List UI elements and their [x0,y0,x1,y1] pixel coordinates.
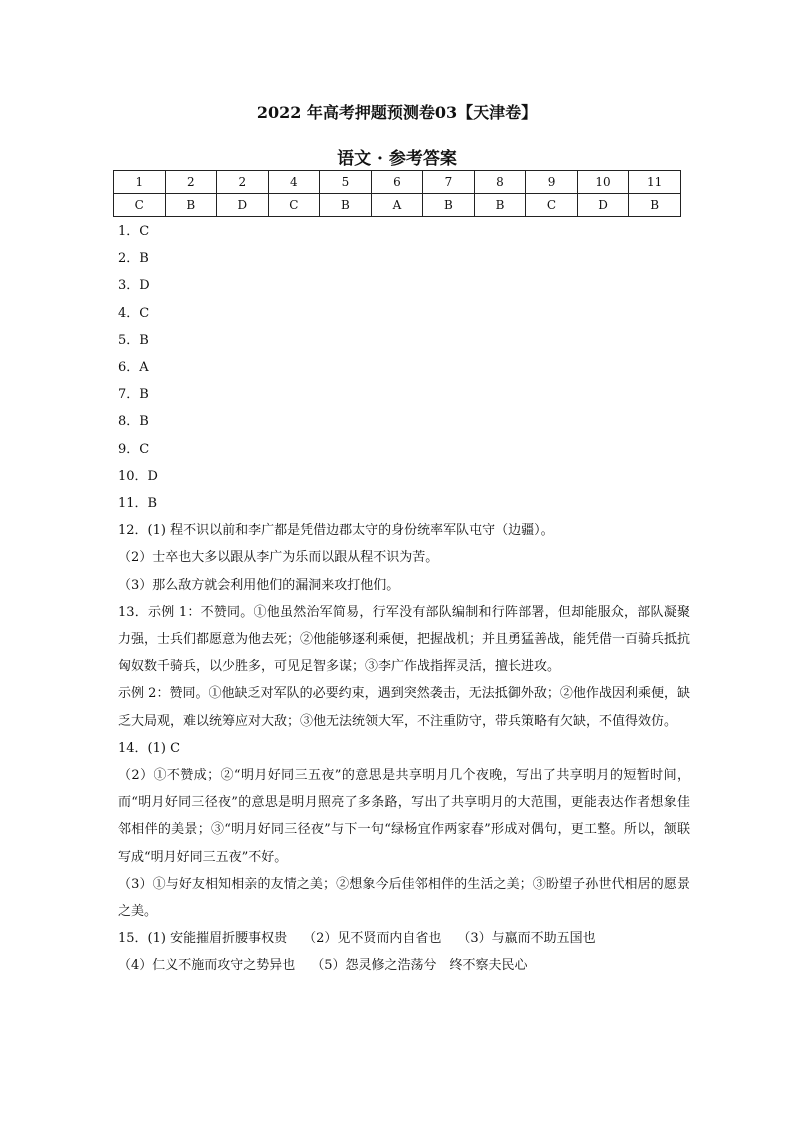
answer-item: （2）士卒也大多以跟从李广为乐而以跟从程不识为苦。 [118,550,439,566]
table-cell-number: 7 [423,171,475,194]
table-cell-answer: D [577,194,629,217]
table-cell-answer: B [423,194,475,217]
answer-fragment: （5）怨灵修之浩荡兮 终不察夫民心 [311,958,528,974]
table-cell-number: 9 [526,171,578,194]
table-cell-number: 10 [577,171,629,194]
answer-item: 5．B [118,332,149,348]
answer-table [113,170,681,217]
answer-content [118,218,690,980]
answer-fragment: （4）仁义不施而攻守之势异也 [118,958,296,974]
table-cell-answer: B [474,194,526,217]
answer-item: 14．(1) C [118,740,181,756]
table-cell-answer: A [371,194,423,217]
answer-item: 8．B [118,414,149,430]
table-cell-number: 8 [474,171,526,194]
table-cell-answer: B [320,194,372,217]
table-cell-number: 5 [320,171,372,194]
answer-item: 1．C [118,224,150,239]
table-cell-answer: C [114,194,166,217]
answer-fragment: （3）与嬴而不助五国也 [457,931,596,947]
answer-paragraph: 示例 2：赞同。①他缺乏对军队的必要约束，遇到突然袭击，无法抵御外敌；②他作战因利乘便，缺乏大局观，难以统筹应对大敌；③他无法统领大军，不注重防守，带兵策略有欠缺，不值得效仿。 [118,686,690,729]
answer-item: 9．C [118,441,150,457]
table-row-answers [114,194,681,217]
table-cell-answer: C [268,194,320,217]
answer-item: 6．A [118,360,149,376]
answer-item: 12．(1) 程不识以前和李广都是凭借边郡太守的身份统率军队屯守（边疆）。 [118,523,554,539]
table-cell-answer: B [165,194,217,217]
table-cell-number: 2 [165,171,217,194]
document-title: 2022 年高考押题预测卷03【天津卷】 [256,103,538,122]
answer-paragraph: （3）①与好友相知相亲的友情之美；②想象今后佳邻相伴的生活之美；③盼望子孙世代相居的愿景之美。 [118,876,690,920]
answer-item [118,925,690,952]
table-cell-number: 11 [629,171,681,194]
answer-item: 11．B [118,496,158,512]
answer-item: 4．C [118,305,150,321]
table-cell-number: 4 [268,171,320,194]
answer-fragment: （2）见不贤而内自省也 [303,931,442,947]
table-row-numbers [114,171,681,194]
answer-item [118,952,690,979]
answer-item: 2．B [118,251,149,267]
document-subtitle: 语文 · 参考答案 [337,149,457,169]
answer-paragraph: （2）①不赞成；②“明月好同三五夜”的意思是共享明月几个夜晚，写出了共享明月的短暂时间，而“明月好同三径夜”的意思是明月照亮了多条路，写出了共享明月的大范围，更能表达作者想象佳邻相伴的美景；③“明月好同三径夜”与下一句“绿杨宜作两家春”形成对偶句，更工整。所以，颔联写成“明月好同三五夜”不好。 [118,768,690,865]
table-cell-answer: D [217,194,269,217]
table-cell-number: 6 [371,171,423,194]
table-cell-number: 2 [217,171,269,194]
table-cell-number: 1 [114,171,166,194]
table-cell-answer: B [629,194,681,217]
answer-fragment: 15．(1) 安能摧眉折腰事权贵 [118,931,288,947]
answer-paragraph: 13．示例 1：不赞同。①他虽然治军简易，行军没有部队编制和行阵部署，但却能服众，部队凝聚力强，士兵们都愿意为他去死；②他能够逐利乘便，把握战机；并且勇猛善战，能凭借一百骑兵抵抗匈奴数千骑兵，以少胜多，可见足智多谋；③李广作战指挥灵活，擅长进攻。 [118,604,691,675]
table-cell-answer: C [526,194,578,217]
answer-item: 3．D [118,278,150,294]
answer-item: （3）那么敌方就会利用他们的漏洞来攻打他们。 [118,577,400,593]
answer-item: 10．D [118,468,158,484]
answer-item: 7．B [118,387,149,403]
